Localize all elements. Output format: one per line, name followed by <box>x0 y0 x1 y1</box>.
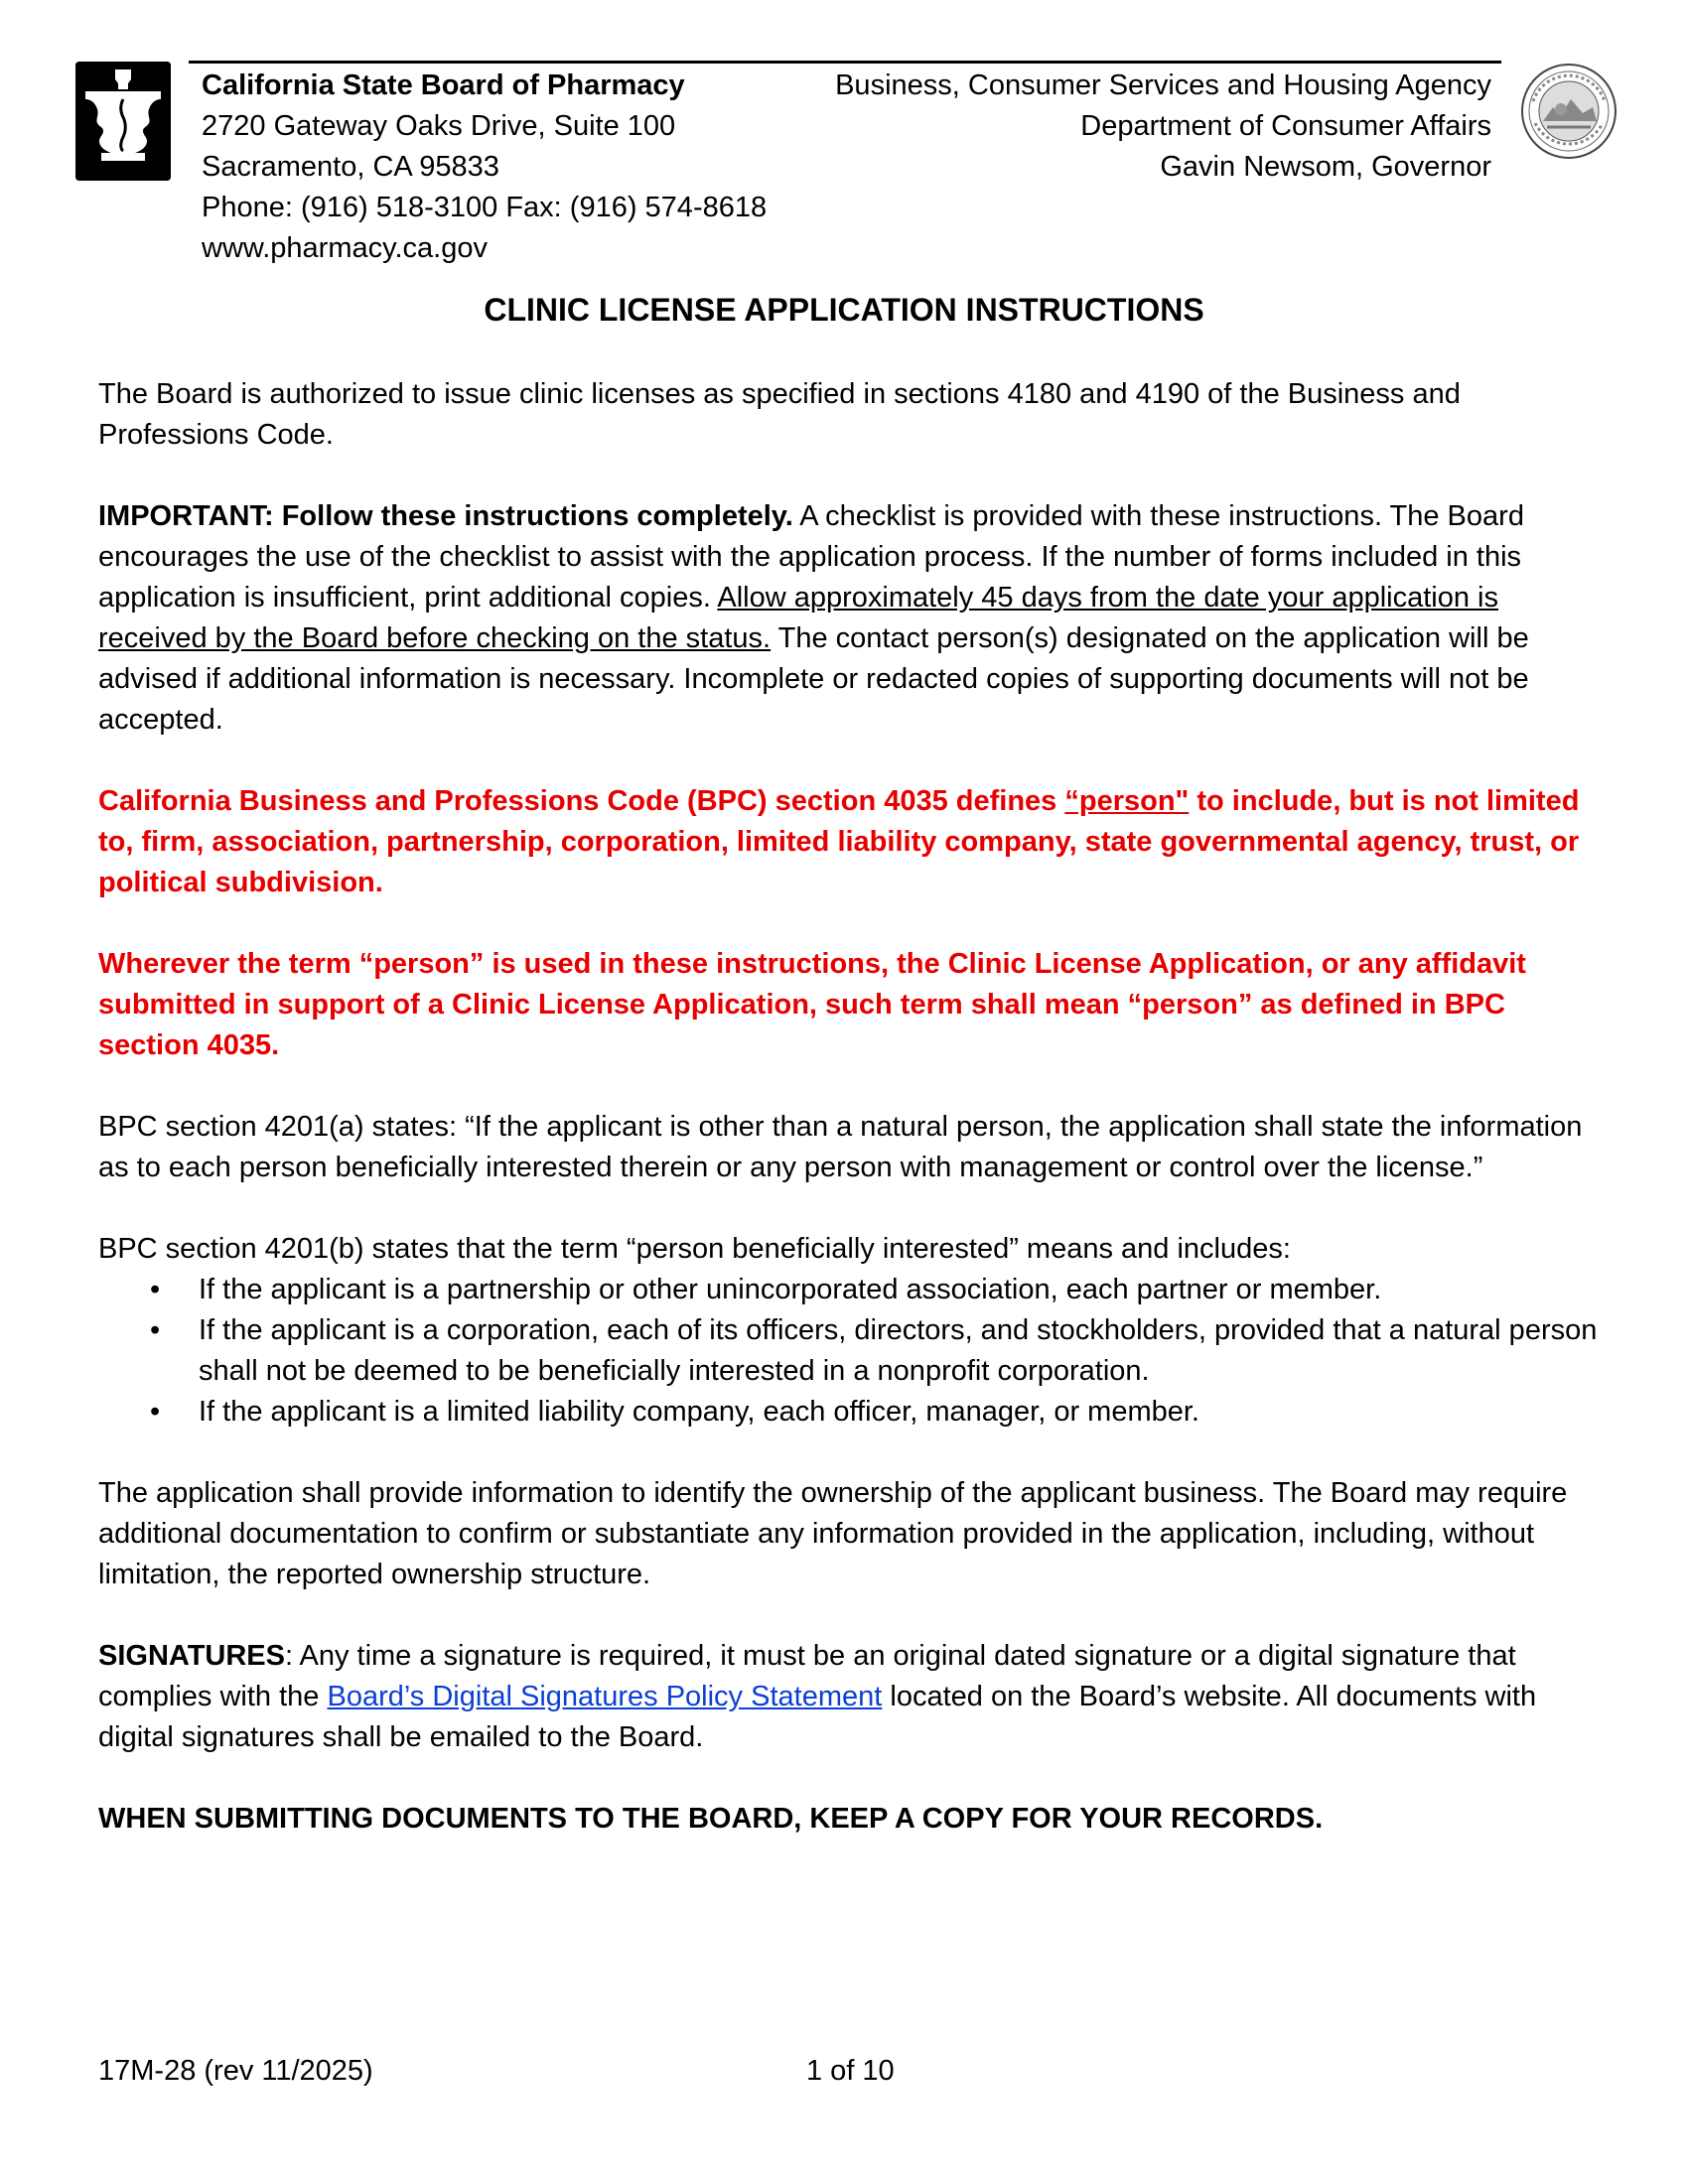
governor-name: Gavin Newsom, Governor <box>1160 151 1491 183</box>
website: www.pharmacy.ca.gov <box>202 232 488 264</box>
agency-block <box>835 66 1491 188</box>
red1-text-2: to include, but is not limited to, firm, association, partnership, corporation, limited liability company, state governmental agency, trust, or political subdivision. <box>98 785 1580 898</box>
header-rule <box>189 61 1501 64</box>
board-address-block <box>202 66 767 269</box>
list-item: • If the applicant is a partnership or other unincorporated association, each partner or member. <box>98 1270 1598 1310</box>
page-number: 1 of 10 <box>806 2055 895 2087</box>
closing-notice: WHEN SUBMITTING DOCUMENTS TO THE BOARD, KEEP A COPY FOR YOUR RECORDS. <box>98 1803 1324 1835</box>
ownership-paragraph: The application shall provide information to identify the ownership of the applicant business. The Board may require additional documentation to confirm or substantiate any information provided in the application, including, without limitation, the reported ownership structure. <box>98 1477 1568 1590</box>
intro-paragraph: The Board is authorized to issue clinic licenses as specified in sections 4180 and 4190 of the Business and Professions Code. <box>98 378 1461 451</box>
form-number: 17M-28 (rev 11/2025) <box>98 2055 373 2087</box>
department-name: Department of Consumer Affairs <box>1080 110 1491 142</box>
address-line-2: Sacramento, CA 95833 <box>202 151 499 183</box>
agency-name: Business, Consumer Services and Housing Agency <box>835 69 1491 101</box>
signatures-lead: SIGNATURES <box>98 1640 285 1672</box>
signatures-text-2: located on the Board’s website. All documents with digital signatures shall be emailed to the Board. <box>98 1681 1537 1753</box>
red1-text-1: California Business and Professions Code (BPC) section 4035 defines <box>98 785 1065 817</box>
red1-underlined: “person" <box>1064 785 1190 817</box>
important-text-2: The contact person(s) designated on the application will be advised if additional information is necessary. Incomplete or redacted copies of supporting documents will not be accepted. <box>98 622 1529 736</box>
board-logo-icon <box>75 62 171 181</box>
state-seal-icon <box>1517 62 1620 161</box>
important-underlined: Allow approximately 45 days from the date your application is received by the Board before checking on the status. <box>98 582 1498 654</box>
person-term-paragraph: Wherever the term “person” is used in these instructions, the Clinic License Application, or any affidavit submitted in support of a Clinic License Application, such term shall mean “person” as defined in BPC section 4035. <box>98 948 1526 1061</box>
list-item: • If the applicant is a corporation, each of its officers, directors, and stockholders, provided that a natural person shall not be deemed to be beneficially interested in a nonprofit corporation. <box>98 1310 1598 1392</box>
important-paragraph <box>98 496 1598 741</box>
address-line-1: 2720 Gateway Oaks Drive, Suite 100 <box>202 110 676 142</box>
board-name: California State Board of Pharmacy <box>202 69 685 101</box>
beneficially-interested-list <box>98 1270 1598 1433</box>
page-title: CLINIC LICENSE APPLICATION INSTRUCTIONS <box>484 292 1204 328</box>
list-item: • If the applicant is a limited liability company, each officer, manager, or member. <box>98 1392 1598 1433</box>
signatures-text-1: : Any time a signature is required, it must be an original dated signature or a digital signature that complies with the <box>98 1640 1516 1712</box>
important-text-1: A checklist is provided with these instructions. The Board encourages the use of the checklist to assist with the application process. If the number of forms included in this application is insufficient, print additional copies. <box>98 500 1524 614</box>
bpc-4201b-lead: BPC section 4201(b) states that the term “person beneficially interested” means and includes: <box>98 1233 1291 1265</box>
signatures-paragraph <box>98 1636 1598 1758</box>
phone-fax: Phone: (916) 518-3100 Fax: (916) 574-8618 <box>202 192 768 223</box>
digital-signatures-policy-link[interactable]: Board’s Digital Signatures Policy Statement <box>327 1681 883 1712</box>
bpc-4201a-paragraph: BPC section 4201(a) states: “If the applicant is other than a natural person, the application shall state the information as to each person beneficially interested therein or any person with management or control over the license.” <box>98 1111 1583 1183</box>
document-body <box>98 374 1598 1880</box>
important-lead: IMPORTANT: Follow these instructions completely. <box>98 500 793 532</box>
person-definition-paragraph <box>98 781 1598 903</box>
